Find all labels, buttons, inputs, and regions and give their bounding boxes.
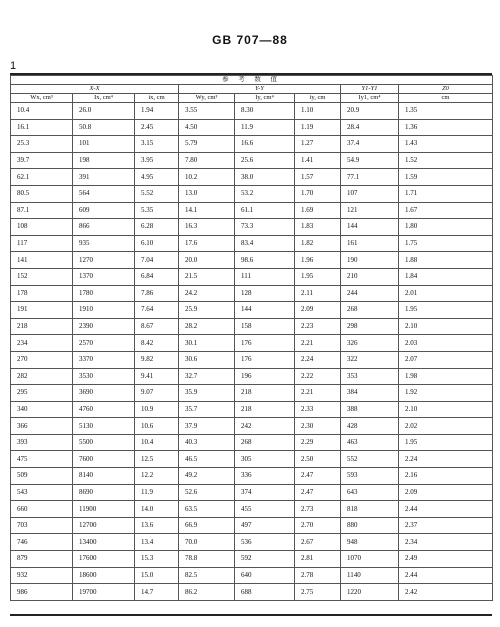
table-cell: 10.4 — [135, 434, 179, 451]
table-cell: 295 — [11, 385, 73, 402]
table-cell: 37.4 — [341, 136, 399, 153]
column-header: cm — [399, 94, 493, 103]
table-cell: 4.50 — [179, 119, 235, 136]
table-cell: 353 — [341, 368, 399, 385]
table-cell: 15.3 — [135, 551, 179, 568]
table-cell: 609 — [73, 202, 135, 219]
table-cell: 543 — [11, 484, 73, 501]
table-cell: 14.7 — [135, 584, 179, 601]
table-cell: 5.52 — [135, 185, 179, 202]
table-cell: 9.07 — [135, 385, 179, 402]
table-cell: 32.7 — [179, 368, 235, 385]
table-cell: 20.9 — [341, 103, 399, 120]
table-cell: 6.10 — [135, 235, 179, 252]
table-cell: 2.75 — [295, 584, 341, 601]
table-cell: 2.42 — [399, 584, 493, 601]
table-cell: 7.80 — [179, 152, 235, 169]
table-row — [11, 285, 493, 302]
table-row — [11, 534, 493, 551]
table-cell: 298 — [341, 318, 399, 335]
table-cell: 40.3 — [179, 434, 235, 451]
table-cell: 2.67 — [295, 534, 341, 551]
table-cell: 73.3 — [235, 219, 295, 236]
table-row — [11, 484, 493, 501]
table-cell: 497 — [235, 517, 295, 534]
table-cell: 2.11 — [295, 285, 341, 302]
table-cell: 101 — [73, 136, 135, 153]
table-cell: 326 — [341, 335, 399, 352]
table-cell: 393 — [11, 434, 73, 451]
table-cell: 2.03 — [399, 335, 493, 352]
table-cell: 12.2 — [135, 468, 179, 485]
table-cell: 2.22 — [295, 368, 341, 385]
table-cell: 14.1 — [179, 202, 235, 219]
table-cell: 866 — [73, 219, 135, 236]
table-cell: 4760 — [73, 401, 135, 418]
table-cell: 2.73 — [295, 501, 341, 518]
table-cell: 80.5 — [11, 185, 73, 202]
table-cell: 2.29 — [295, 434, 341, 451]
table-cell: 268 — [235, 434, 295, 451]
table-cell: 509 — [11, 468, 73, 485]
table-cell: 2.49 — [399, 551, 493, 568]
axis-group-row — [11, 85, 493, 94]
table-cell: 117 — [11, 235, 73, 252]
table-row — [11, 401, 493, 418]
table-cell: 1.92 — [399, 385, 493, 402]
table-cell: 564 — [73, 185, 135, 202]
table-cell: 1070 — [341, 551, 399, 568]
table-cell: 46.5 — [179, 451, 235, 468]
standard-title: GB 707—88 — [212, 33, 288, 47]
table-cell: 21.5 — [179, 268, 235, 285]
table-cell: 52.6 — [179, 484, 235, 501]
table-cell: 14.0 — [135, 501, 179, 518]
table-cell: 1.59 — [399, 169, 493, 186]
table-row — [11, 185, 493, 202]
table-cell: 25.9 — [179, 302, 235, 319]
table-row — [11, 368, 493, 385]
table-cell: 10.6 — [135, 418, 179, 435]
table-cell: 374 — [235, 484, 295, 501]
table-cell: 1910 — [73, 302, 135, 319]
column-header: Iy1, cm⁴ — [341, 94, 399, 103]
table-cell: 218 — [235, 401, 295, 418]
table-row — [11, 202, 493, 219]
table-cell: 703 — [11, 517, 73, 534]
table-cell: 30.6 — [179, 351, 235, 368]
table-cell: 268 — [341, 302, 399, 319]
table-cell: 121 — [341, 202, 399, 219]
table-cell: 62.1 — [11, 169, 73, 186]
table-cell: 1.52 — [399, 152, 493, 169]
table-cell: 935 — [73, 235, 135, 252]
table-cell: 25.6 — [235, 152, 295, 169]
table-cell: 49.2 — [179, 468, 235, 485]
table-cell: 282 — [11, 368, 73, 385]
table-row — [11, 152, 493, 169]
column-header: ix, cm — [135, 94, 179, 103]
table-cell: 1.94 — [135, 103, 179, 120]
table-cell: 384 — [341, 385, 399, 402]
table-cell: 2.24 — [399, 451, 493, 468]
table-cell: 35.7 — [179, 401, 235, 418]
table-cell: 5.79 — [179, 136, 235, 153]
table-cell: 25.3 — [11, 136, 73, 153]
table-cell: 880 — [341, 517, 399, 534]
table-cell: 108 — [11, 219, 73, 236]
table-cell: 2.81 — [295, 551, 341, 568]
table-cell: 24.2 — [179, 285, 235, 302]
table-cell: 1.71 — [399, 185, 493, 202]
table-cell: 1270 — [73, 252, 135, 269]
table-cell: 2.10 — [399, 401, 493, 418]
table-cell: 1.70 — [295, 185, 341, 202]
table-row — [11, 252, 493, 269]
table-cell: 2.10 — [399, 318, 493, 335]
table-cell: 2570 — [73, 335, 135, 352]
table-cell: 5130 — [73, 418, 135, 435]
table-cell: 13.0 — [179, 185, 235, 202]
table-cell: 12.5 — [135, 451, 179, 468]
table-row — [11, 451, 493, 468]
table-cell: 61.1 — [235, 202, 295, 219]
table-cell: 30.1 — [179, 335, 235, 352]
table-cell: 305 — [235, 451, 295, 468]
table-cell: 643 — [341, 484, 399, 501]
table-cell: 35.9 — [179, 385, 235, 402]
column-header: Ix, cm⁴ — [73, 94, 135, 103]
table-cell: 53.2 — [235, 185, 295, 202]
table-cell: 11900 — [73, 501, 135, 518]
table-cell: 2.16 — [399, 468, 493, 485]
table-cell: 144 — [235, 302, 295, 319]
reference-title-row — [11, 76, 493, 85]
column-header: iy, cm — [295, 94, 341, 103]
table-cell: 8140 — [73, 468, 135, 485]
table-cell: 2.37 — [399, 517, 493, 534]
table-cell: 818 — [341, 501, 399, 518]
table-cell: 83.4 — [235, 235, 295, 252]
table-cell: 1.67 — [399, 202, 493, 219]
table-cell: 26.0 — [73, 103, 135, 120]
table-cell: 1140 — [341, 567, 399, 584]
table-cell: 158 — [235, 318, 295, 335]
table-cell: 242 — [235, 418, 295, 435]
table-cell: 2.09 — [295, 302, 341, 319]
table-cell: 3.95 — [135, 152, 179, 169]
group-xx: X-X — [11, 85, 179, 94]
table-row — [11, 584, 493, 601]
table-cell: 10.4 — [11, 103, 73, 120]
table-cell: 198 — [73, 152, 135, 169]
table-cell: 1.41 — [295, 152, 341, 169]
table-cell: 2.21 — [295, 335, 341, 352]
table-cell: 2.44 — [399, 567, 493, 584]
table-number: 1 — [10, 60, 17, 72]
table-cell: 7.64 — [135, 302, 179, 319]
table-cell: 2.34 — [399, 534, 493, 551]
table-cell: 63.5 — [179, 501, 235, 518]
table-cell: 196 — [235, 368, 295, 385]
table-cell: 210 — [341, 268, 399, 285]
reference-title: 参 考 数 值 — [11, 76, 493, 85]
table-cell: 70.0 — [179, 534, 235, 551]
table-cell: 77.1 — [341, 169, 399, 186]
table-cell: 8.30 — [235, 103, 295, 120]
table-cell: 7600 — [73, 451, 135, 468]
table-cell: 336 — [235, 468, 295, 485]
table-cell: 688 — [235, 584, 295, 601]
table-cell: 9.82 — [135, 351, 179, 368]
table-cell: 161 — [341, 235, 399, 252]
table-row — [11, 169, 493, 186]
table-cell: 176 — [235, 335, 295, 352]
table-cell: 2.09 — [399, 484, 493, 501]
table-cell: 13.4 — [135, 534, 179, 551]
table-cell: 191 — [11, 302, 73, 319]
table-cell: 1.69 — [295, 202, 341, 219]
table-cell: 463 — [341, 434, 399, 451]
column-header: Iy, cm⁴ — [235, 94, 295, 103]
table-cell: 9.41 — [135, 368, 179, 385]
column-header-row — [11, 94, 493, 103]
table-cell: 2.01 — [399, 285, 493, 302]
table-cell: 17.6 — [179, 235, 235, 252]
table-cell: 2.33 — [295, 401, 341, 418]
table-row — [11, 268, 493, 285]
table-cell: 879 — [11, 551, 73, 568]
table-cell: 37.9 — [179, 418, 235, 435]
table-cell: 176 — [235, 351, 295, 368]
table-cell: 932 — [11, 567, 73, 584]
table-cell: 98.6 — [235, 252, 295, 269]
table-cell: 13.6 — [135, 517, 179, 534]
table-cell: 948 — [341, 534, 399, 551]
table-cell: 54.9 — [341, 152, 399, 169]
table-cell: 38.0 — [235, 169, 295, 186]
table-cell: 640 — [235, 567, 295, 584]
table-cell: 18600 — [73, 567, 135, 584]
table-cell: 87.1 — [11, 202, 73, 219]
table-cell: 1.27 — [295, 136, 341, 153]
table-row — [11, 103, 493, 120]
table-cell: 39.7 — [11, 152, 73, 169]
table-cell: 15.0 — [135, 567, 179, 584]
table-row — [11, 302, 493, 319]
table-cell: 428 — [341, 418, 399, 435]
table-row — [11, 517, 493, 534]
table-cell: 8.42 — [135, 335, 179, 352]
table-row — [11, 551, 493, 568]
table-cell: 152 — [11, 268, 73, 285]
table-row — [11, 501, 493, 518]
table-cell: 2.24 — [295, 351, 341, 368]
table-cell: 475 — [11, 451, 73, 468]
table-cell: 2.70 — [295, 517, 341, 534]
table-cell: 16.6 — [235, 136, 295, 153]
table-cell: 86.2 — [179, 584, 235, 601]
table-cell: 178 — [11, 285, 73, 302]
table-cell: 11.9 — [235, 119, 295, 136]
table-cell: 986 — [11, 584, 73, 601]
table-cell: 1.10 — [295, 103, 341, 120]
table-cell: 13400 — [73, 534, 135, 551]
table-cell: 234 — [11, 335, 73, 352]
table-cell: 16.1 — [11, 119, 73, 136]
table-row — [11, 385, 493, 402]
table-cell: 4.95 — [135, 169, 179, 186]
table-cell: 1.75 — [399, 235, 493, 252]
table-cell: 7.04 — [135, 252, 179, 269]
table-cell: 1.95 — [399, 302, 493, 319]
table-row — [11, 351, 493, 368]
table-cell: 141 — [11, 252, 73, 269]
table-cell: 2.23 — [295, 318, 341, 335]
table-cell: 2.45 — [135, 119, 179, 136]
table-cell: 391 — [73, 169, 135, 186]
table-cell: 3370 — [73, 351, 135, 368]
table-cell: 218 — [11, 318, 73, 335]
table-cell: 746 — [11, 534, 73, 551]
table-cell: 3690 — [73, 385, 135, 402]
group-y1y1: Y1-Y1 — [341, 85, 399, 94]
table-cell: 1.43 — [399, 136, 493, 153]
table-cell: 107 — [341, 185, 399, 202]
column-header: Wx, cm³ — [11, 94, 73, 103]
table-cell: 7.86 — [135, 285, 179, 302]
table-cell: 11.9 — [135, 484, 179, 501]
table-row — [11, 434, 493, 451]
table-cell: 6.28 — [135, 219, 179, 236]
table-cell: 1.36 — [399, 119, 493, 136]
table-cell: 1.35 — [399, 103, 493, 120]
table-cell: 3530 — [73, 368, 135, 385]
table-cell: 3.55 — [179, 103, 235, 120]
table-cell: 388 — [341, 401, 399, 418]
table-cell: 28.2 — [179, 318, 235, 335]
table-cell: 5.35 — [135, 202, 179, 219]
table-cell: 12700 — [73, 517, 135, 534]
table-cell: 190 — [341, 252, 399, 269]
table-cell: 1.98 — [399, 368, 493, 385]
table-cell: 19700 — [73, 584, 135, 601]
table-cell: 2.30 — [295, 418, 341, 435]
table-cell: 366 — [11, 418, 73, 435]
table-row — [11, 136, 493, 153]
table-cell: 340 — [11, 401, 73, 418]
table-cell: 1370 — [73, 268, 135, 285]
table-cell: 5500 — [73, 434, 135, 451]
table-cell: 78.8 — [179, 551, 235, 568]
table-cell: 10.9 — [135, 401, 179, 418]
table-row — [11, 318, 493, 335]
table-cell: 2.47 — [295, 468, 341, 485]
table-cell: 593 — [341, 468, 399, 485]
table-cell: 28.4 — [341, 119, 399, 136]
table-row — [11, 119, 493, 136]
table-body — [11, 103, 493, 601]
table-cell: 8690 — [73, 484, 135, 501]
table-cell: 144 — [341, 219, 399, 236]
table-cell: 1.96 — [295, 252, 341, 269]
table-cell: 1.82 — [295, 235, 341, 252]
table-cell: 20.0 — [179, 252, 235, 269]
table-cell: 1780 — [73, 285, 135, 302]
reference-values-table — [10, 75, 493, 601]
column-header: Wy, cm³ — [179, 94, 235, 103]
table-cell: 2.47 — [295, 484, 341, 501]
table-cell: 10.2 — [179, 169, 235, 186]
table-cell: 6.84 — [135, 268, 179, 285]
table-cell: 218 — [235, 385, 295, 402]
table-cell: 50.8 — [73, 119, 135, 136]
table-row — [11, 468, 493, 485]
table-cell: 2.50 — [295, 451, 341, 468]
table-cell: 16.3 — [179, 219, 235, 236]
table-row — [11, 235, 493, 252]
table-cell: 2.21 — [295, 385, 341, 402]
table-row — [11, 567, 493, 584]
table-cell: 1.57 — [295, 169, 341, 186]
table-cell: 2.78 — [295, 567, 341, 584]
table-cell: 3.15 — [135, 136, 179, 153]
group-yy: Y-Y — [179, 85, 341, 94]
table-cell: 244 — [341, 285, 399, 302]
table-cell: 1220 — [341, 584, 399, 601]
table-cell: 2390 — [73, 318, 135, 335]
table-cell: 322 — [341, 351, 399, 368]
table-cell: 1.83 — [295, 219, 341, 236]
table-cell: 1.88 — [399, 252, 493, 269]
table-cell: 2.07 — [399, 351, 493, 368]
bottom-rule — [10, 614, 492, 616]
table-cell: 660 — [11, 501, 73, 518]
table-cell: 8.67 — [135, 318, 179, 335]
table-cell: 66.9 — [179, 517, 235, 534]
table-cell: 1.80 — [399, 219, 493, 236]
table-cell: 270 — [11, 351, 73, 368]
table-cell: 592 — [235, 551, 295, 568]
table-cell: 111 — [235, 268, 295, 285]
table-cell: 1.19 — [295, 119, 341, 136]
table-row — [11, 335, 493, 352]
table-cell: 128 — [235, 285, 295, 302]
table-cell: 82.5 — [179, 567, 235, 584]
table-cell: 536 — [235, 534, 295, 551]
table-cell: 455 — [235, 501, 295, 518]
table-cell: 1.95 — [399, 434, 493, 451]
group-z0: Z0 — [399, 85, 493, 94]
table-cell: 1.84 — [399, 268, 493, 285]
table-cell: 17600 — [73, 551, 135, 568]
table-cell: 552 — [341, 451, 399, 468]
table-cell: 2.02 — [399, 418, 493, 435]
table-row — [11, 219, 493, 236]
table-cell: 1.95 — [295, 268, 341, 285]
table-cell: 2.44 — [399, 501, 493, 518]
table-row — [11, 418, 493, 435]
